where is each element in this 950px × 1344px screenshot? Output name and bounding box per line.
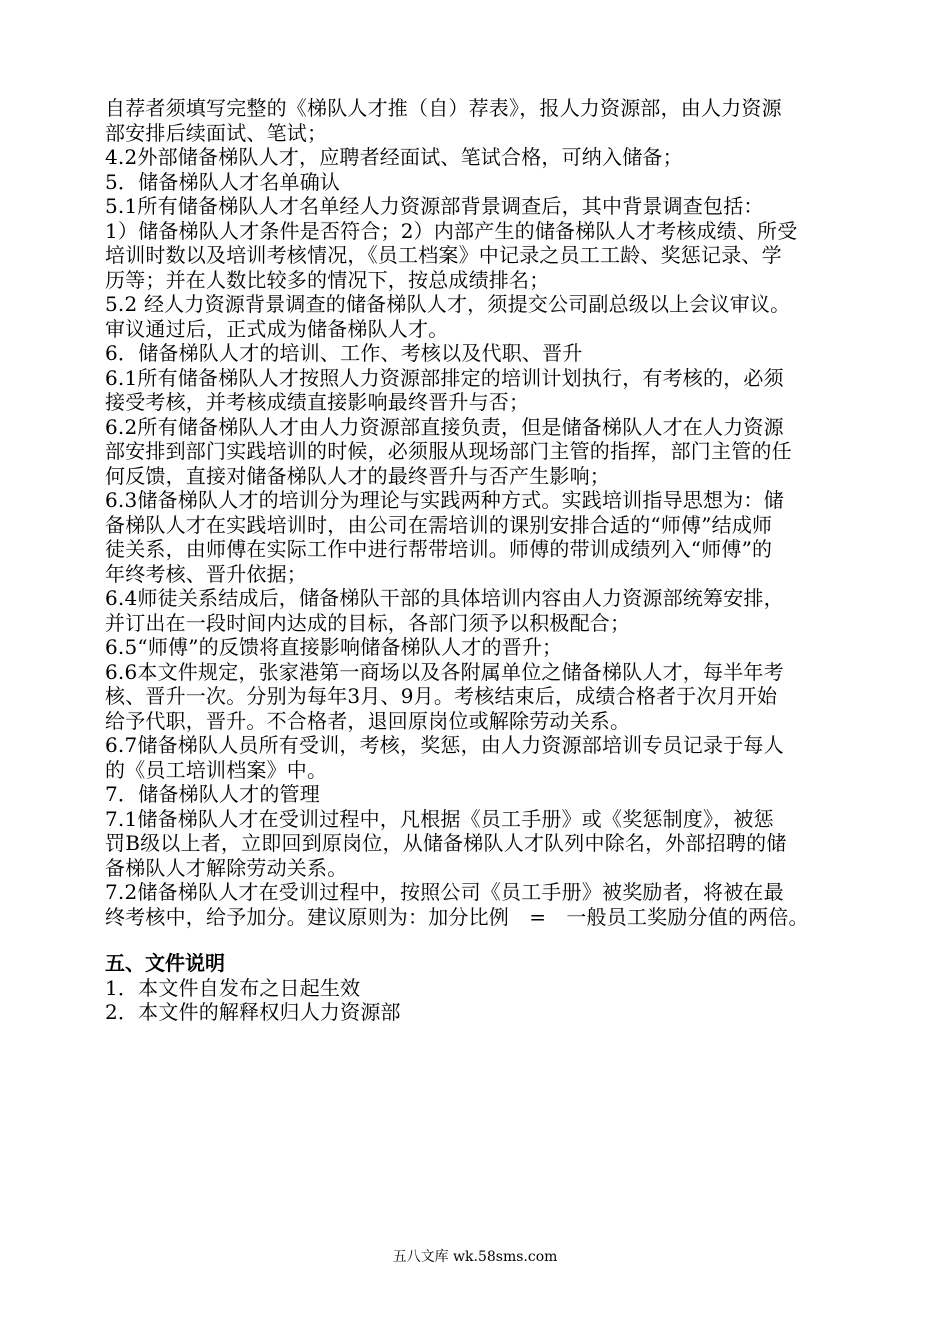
- section-gap: [105, 929, 865, 951]
- text-line: 核、晋升一次。分别为每年3月、9月。考核结束后，成绩合格者于次月开始: [105, 684, 778, 708]
- text-line: 6．储备梯队人才的培训、工作、考核以及代职、晋升: [105, 341, 583, 365]
- text-line: 2．本文件的解释权归人力资源部: [105, 1000, 401, 1024]
- text-line: 4.2外部储备梯队人才，应聘者经面试、笔试合格，可纳入储备；: [105, 145, 683, 169]
- text-line: 备梯队人才在实践培训时，由公司在需培训的课别安排合适的“师傅”结成师: [105, 512, 773, 537]
- section-body: [105, 976, 865, 1025]
- text-line: 7.1储备梯队人才在受训过程中，凡根据《员工手册》或《奖惩制度》，被惩: [105, 806, 774, 831]
- text-line: 徒关系，由师傅在实际工作中进行帮带培训。师傅的带训成绩列入“师傅”的: [105, 537, 773, 561]
- text-line: 接受考核，并考核成绩直接影响最终晋升与否；: [105, 390, 530, 414]
- text-line: 备梯队人才解除劳动关系。: [105, 855, 348, 880]
- text-line: 的《员工培训档案》中。: [105, 757, 328, 782]
- text-line: 6.2所有储备梯队人才由人力资源部直接负责，但是储备梯队人才在人力资源: [105, 414, 784, 439]
- text-line: 6.4师徒关系结成后，储备梯队干部的具体培训内容由人力资源部统筹安排，: [105, 586, 784, 610]
- text-line: 自荐者须填写完整的《梯队人才推（自）荐表》，报人力资源部，由人力资源: [105, 96, 782, 120]
- text-line: 部安排到部门实践培训的时候，必须服从现场部门主管的指挥，部门主管的任: [105, 439, 792, 463]
- text-line: 终考核中，给予加分。建议原则为：加分比例 = 一般员工奖励分值的两倍。: [105, 904, 809, 929]
- text-line: 5.1所有储备梯队人才名单经人力资源部背景调查后，其中背景调查包括：: [105, 194, 764, 218]
- text-line: 1）储备梯队人才条件是否符合；2）内部产生的储备梯队人才考核成绩、所受: [105, 218, 798, 243]
- document-page: [105, 96, 865, 1025]
- text-line: 审议通过后，正式成为储备梯队人才。: [105, 316, 449, 341]
- text-line: 5.2 经人力资源背景调查的储备梯队人才，须提交公司副总级以上会议审议。: [105, 292, 791, 316]
- section-heading: 五、文件说明: [105, 951, 225, 975]
- text-line: 6.7储备梯队人员所有受训，考核，奖惩，由人力资源部培训专员记录于每人: [105, 733, 784, 757]
- text-line: 7.2储备梯队人才在受训过程中，按照公司《员工手册》被奖励者，将被在最: [105, 880, 784, 904]
- body-text: [105, 96, 865, 929]
- text-line: 6.3储备梯队人才的培训分为理论与实践两种方式。实践培训指导思想为：储: [105, 488, 784, 512]
- text-line: 6.1所有储备梯队人才按照人力资源部排定的培训计划执行，有考核的，必须: [105, 365, 784, 390]
- text-line: 部安排后续面试、笔试；: [105, 120, 328, 145]
- text-line: 历等；并在人数比较多的情况下，按总成绩排名；: [105, 267, 550, 292]
- text-line: 罚B级以上者，立即回到原岗位，从储备梯队人才队列中除名，外部招聘的储: [105, 831, 787, 855]
- text-line: 年终考核、晋升依据；: [105, 561, 307, 586]
- text-line: 6.5“师傅”的反馈将直接影响储备梯队人才的晋升；: [105, 635, 563, 659]
- text-line: 培训时数以及培训考核情况，《员工档案》中记录之员工工龄、奖惩记录、学: [105, 243, 782, 267]
- text-line: 1．本文件自发布之日起生效: [105, 975, 361, 1000]
- text-line: 6.6本文件规定，张家港第一商场以及各附属单位之储备梯队人才，每半年考: [105, 659, 784, 684]
- text-line: 7．储备梯队人才的管理: [105, 782, 320, 806]
- text-line: 并订出在一段时间内达成的目标，各部门须予以积极配合；: [105, 610, 631, 635]
- text-line: 给予代职，晋升。不合格者，退回原岗位或解除劳动关系。: [105, 708, 631, 733]
- text-line: 5．储备梯队人才名单确认: [105, 169, 341, 194]
- text-line: 何反馈，直接对储备梯队人才的最终晋升与否产生影响；: [105, 463, 610, 488]
- page-footer: 五八文库 wk.58sms.com: [392, 1249, 558, 1265]
